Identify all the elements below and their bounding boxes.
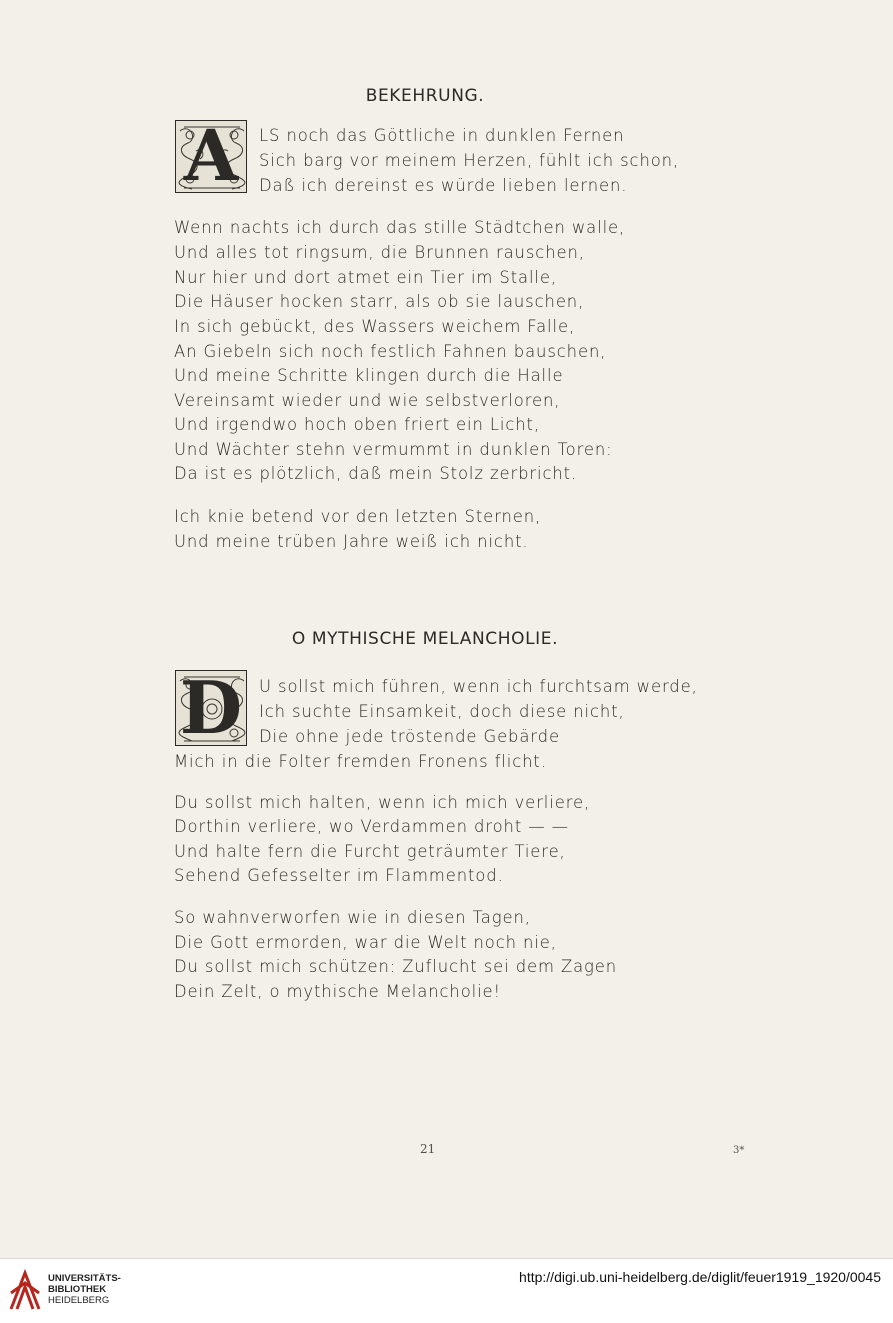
poem-line: An Giebeln sich noch festlich Fahnen bauschen, [174, 342, 607, 361]
poem-line: Mich in die Folter fremden Fronens flicht. [174, 752, 547, 771]
poem-line: Da ist es plötzlich, daß mein Stolz zerbricht. [174, 464, 578, 483]
poem-line: Und meine Schritte klingen durch die Halle [174, 366, 564, 385]
poem-line: U sollst mich führen, wenn ich furchtsam werde, [259, 677, 698, 696]
university-library-logo-icon[interactable] [8, 1269, 42, 1317]
poem-title-bekehrung: BEKEHRUNG. [365, 86, 485, 106]
signature-mark: 3* [733, 1145, 745, 1156]
logo-line-1: UNIVERSITÄTS- [48, 1273, 121, 1284]
poem-line: Die Gott ermorden, war die Welt noch nie, [174, 933, 557, 952]
poem-line: Sehend Gefesselter im Flammentod. [174, 866, 504, 885]
poem-line: Du sollst mich schützen: Zuflucht sei dem Zagen [174, 957, 618, 976]
library-name [48, 1273, 121, 1306]
poem-line: Und halte fern die Furcht geträumter Tiere, [174, 842, 566, 861]
poem-line: Daß ich dereinst es würde lieben lernen. [259, 176, 628, 195]
logo-line-2: BIBLIOTHEK [48, 1284, 107, 1295]
poem-line: Und irgendwo hoch oben friert ein Licht, [174, 415, 540, 434]
poem-line: Wenn nachts ich durch das stille Städtchen walle, [174, 218, 626, 237]
page-number: 21 [420, 1142, 436, 1156]
footer-bar [0, 1258, 893, 1323]
poem-line: Ich knie betend vor den letzten Sternen, [174, 507, 542, 526]
poem-line: Und Wächter stehn vermummt in dunklen Toren: [174, 440, 613, 459]
ornamental-initial-a-icon [175, 120, 247, 193]
poem-line: Die ohne jede tröstende Gebärde [259, 727, 560, 746]
poem-line: Sich barg vor meinem Herzen, fühlt ich schon, [259, 151, 680, 170]
poem-line: Die Häuser hocken starr, als ob sie lauschen, [174, 292, 585, 311]
poem-line: Du sollst mich halten, wenn ich mich verliere, [174, 793, 591, 812]
logo-line-3: HEIDELBERG [48, 1295, 110, 1306]
poem-line: Nur hier und dort atmet ein Tier im Stalle, [174, 268, 557, 287]
poem-line: Vereinsamt wieder und wie selbstverloren, [174, 391, 561, 410]
poem-line: LS noch das Göttliche in dunklen Fernen [259, 126, 625, 145]
initial-letter: D [179, 670, 243, 746]
poem-line: Ich suchte Einsamkeit, doch diese nicht, [259, 702, 625, 721]
ornamental-initial-d-icon [175, 670, 247, 746]
poem-line: Und meine trüben Jahre weiß ich nicht. [174, 532, 529, 551]
permalink-url[interactable]: http://digi.ub.uni-heidelberg.de/diglit/feuer1919_1920/0045 [519, 1269, 881, 1285]
poem-line: Und alles tot ringsum, die Brunnen rauschen, [174, 243, 585, 262]
poem-line: So wahnverworfen wie in diesen Tagen, [174, 908, 531, 927]
poem-line: In sich gebückt, des Wassers weichem Falle, [174, 317, 576, 336]
poem-title-melancholie: O MYTHISCHE MELANCHOLIE. [291, 629, 559, 649]
initial-letter: A [183, 120, 239, 193]
poem-line: Dorthin verliere, wo Verdammen droht — — [174, 817, 569, 836]
poem-line: Dein Zelt, o mythische Melancholie! [174, 982, 501, 1001]
